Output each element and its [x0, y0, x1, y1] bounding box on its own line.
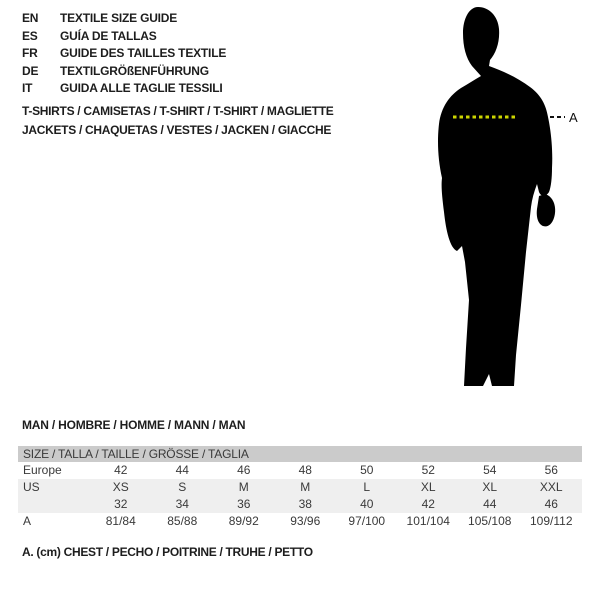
size-value: 34 — [175, 497, 189, 511]
language-row-es — [22, 28, 226, 46]
man-silhouette-hand — [537, 194, 555, 226]
language-label: GUÍA DE TALLAS — [60, 28, 157, 43]
size-value: 44 — [175, 463, 189, 477]
row-label — [18, 496, 90, 513]
size-value: 93/96 — [290, 514, 321, 528]
language-list — [22, 10, 226, 98]
language-code: IT — [22, 81, 33, 95]
size-value: S — [178, 480, 187, 494]
size-value: M — [300, 480, 311, 494]
man-silhouette-svg — [400, 0, 600, 400]
size-value: L — [363, 480, 371, 494]
size-value: 101/104 — [406, 514, 450, 528]
category-line-jackets: JACKETS / CHAQUETAS / VESTES / JACKEN / GIACCHE — [22, 122, 332, 137]
language-code: FR — [22, 46, 38, 60]
size-value: 38 — [298, 497, 312, 511]
chest-measure-label-a: A — [569, 110, 578, 125]
language-row-fr — [22, 45, 226, 63]
table-row-us — [18, 479, 582, 496]
language-row-en — [22, 10, 226, 28]
man-silhouette-figure — [400, 0, 600, 400]
row-label: US — [23, 480, 40, 494]
row-label: A — [23, 514, 32, 528]
size-table-header: SIZE / TALLA / TAILLE / GRÖSSE / TAGLIA — [18, 446, 582, 462]
size-value: 44 — [483, 497, 497, 511]
size-value: 48 — [298, 463, 312, 477]
footnote-chest: A. (cm) CHEST / PECHO / POITRINE / TRUHE / PETTO — [22, 545, 313, 559]
table-row-numeric — [18, 496, 582, 513]
size-value: 97/100 — [348, 514, 386, 528]
size-value: M — [238, 480, 249, 494]
row-label: Europe — [23, 463, 62, 477]
size-value: 89/92 — [228, 514, 259, 528]
size-value: XS — [112, 480, 129, 494]
size-value: 105/108 — [468, 514, 512, 528]
size-value: 85/88 — [167, 514, 198, 528]
size-value: 32 — [114, 497, 128, 511]
size-value: XL — [420, 480, 436, 494]
size-value: 46 — [544, 497, 558, 511]
size-value: XXL — [539, 480, 563, 494]
size-value: XL — [482, 480, 498, 494]
size-value: 56 — [544, 463, 558, 477]
table-row-chest-a — [18, 513, 582, 530]
size-value: 46 — [237, 463, 251, 477]
language-code: EN — [22, 11, 39, 25]
size-value: 42 — [421, 497, 435, 511]
man-silhouette-body — [438, 7, 552, 386]
size-value: 40 — [360, 497, 374, 511]
section-title-man: MAN / HOMBRE / HOMME / MANN / MAN — [22, 418, 246, 432]
size-value: 81/84 — [105, 514, 136, 528]
size-value: 54 — [483, 463, 497, 477]
language-row-it — [22, 80, 226, 98]
language-code: DE — [22, 63, 39, 78]
language-label: TEXTILE SIZE GUIDE — [60, 11, 178, 25]
size-value: 109/112 — [530, 514, 573, 528]
language-label: GUIDE DES TAILLES TEXTILE — [60, 46, 227, 60]
category-lines — [22, 102, 334, 139]
size-table — [18, 446, 582, 530]
language-label: TEXTILGRÖßENFÜHRUNG — [60, 63, 209, 78]
category-line-tshirts: T-SHIRTS / CAMISETAS / T-SHIRT / T-SHIRT / MAGLIETTE — [22, 104, 334, 118]
language-code: ES — [22, 28, 38, 43]
size-value: 50 — [360, 463, 374, 477]
table-row-europe — [18, 462, 582, 479]
language-label: GUIDA ALLE TAGLIE TESSILI — [60, 81, 223, 95]
size-value: 52 — [421, 463, 435, 477]
size-value: 42 — [114, 463, 128, 477]
size-value: 36 — [237, 497, 251, 511]
language-row-de — [22, 63, 226, 81]
